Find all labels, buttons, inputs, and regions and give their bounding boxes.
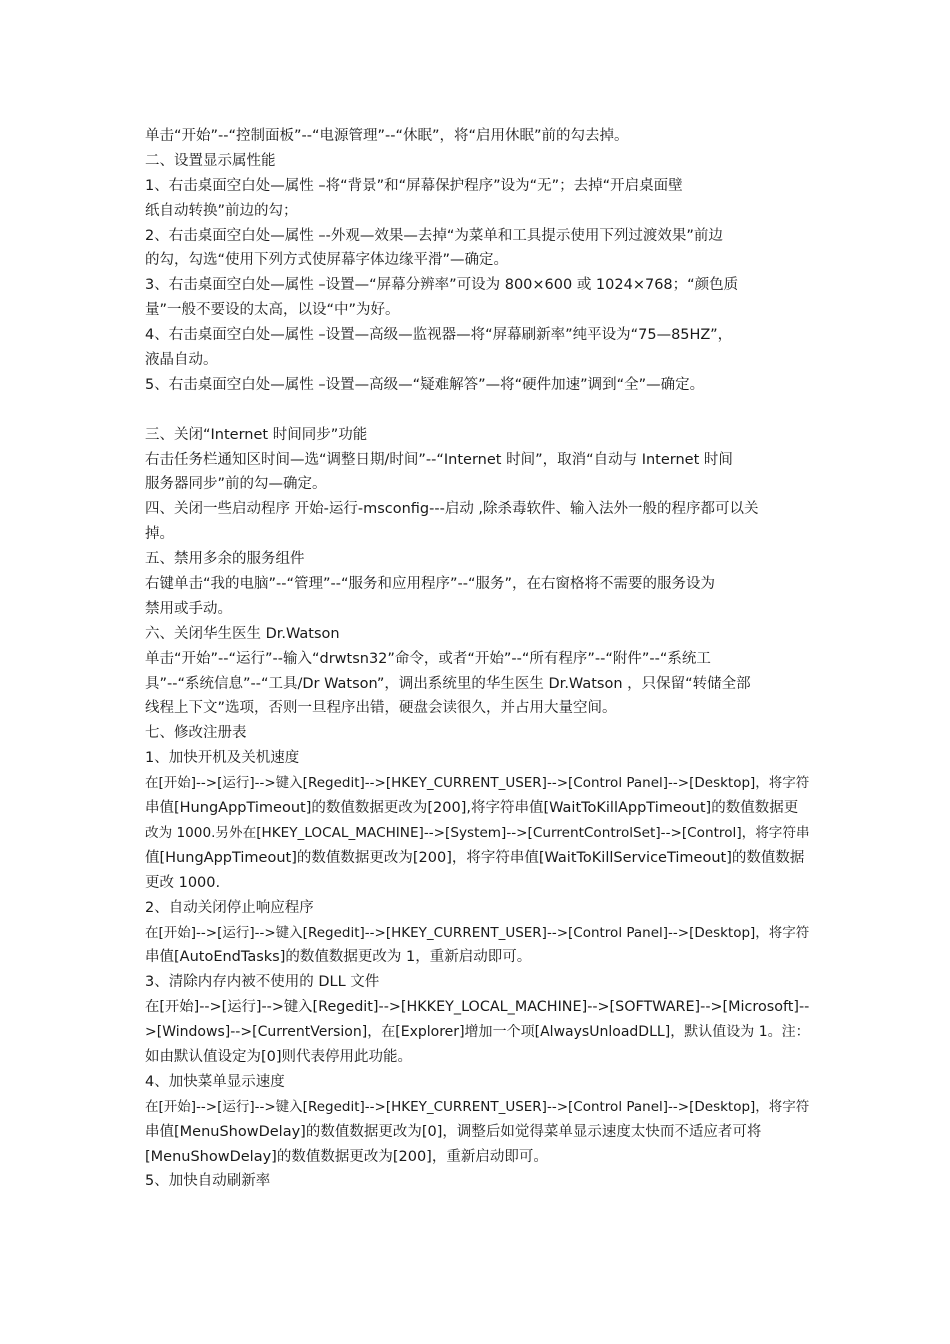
- text-line: 服务器同步”前的勾—确定。: [145, 476, 327, 493]
- text-line: 禁用或手动。: [145, 600, 232, 617]
- text-line: 在[开始]-->[运行]-->键入[Regedit]-->[HKEY_CURRENT_USER]-->[Control Panel]-->[Desktop]，将字符: [145, 1098, 810, 1115]
- text-line: 3、清除内存内被不使用的 DLL 文件: [145, 974, 380, 991]
- text-line: 在[开始]-->[运行]-->键入[Regedit]-->[HKEY_CURRENT_USER]-->[Control Panel]-->[Desktop]，将字符: [145, 924, 810, 941]
- text-line: 4、右击桌面空白处—属性 –设置—高级—监视器—将“屏幕刷新率”纯平设为“75—85HZ”，: [145, 327, 733, 344]
- text-line: 具”--“系统信息”--“工具/Dr Watson”，调出系统里的华生医生 Dr.Watson ，只保留“转储全部: [145, 675, 751, 692]
- text-line: 五、禁用多余的服务组件: [145, 551, 305, 568]
- text-line: 如由默认值设定为[0]则代表停用此功能。: [145, 1048, 413, 1065]
- text-line: 2、自动关闭停止响应程序: [145, 899, 314, 916]
- text-line: 在[开始]-->[运行]-->键入[Regedit]-->[HKKEY_LOCAL_MACHINE]-->[SOFTWARE]-->[Microsoft]--: [145, 999, 810, 1016]
- text-line: 右击任务栏通知区时间—选“调整日期/时间”--“Internet 时间”，取消“自动与 Internet 时间: [145, 451, 733, 468]
- text-line: 串值[AutoEndTasks]的数值数据更改为 1，重新启动即可。: [145, 949, 532, 966]
- text-line: 单击“开始”--“运行”--输入“drwtsn32”命令，或者“开始”--“所有程序”--“附件”--“系统工: [145, 650, 711, 667]
- blank-line: [145, 398, 810, 423]
- text-line: 的勾，勾选“使用下列方式使屏幕字体边缘平滑”—确定。: [145, 252, 509, 269]
- text-line: 更改 1000.: [145, 874, 221, 891]
- text-line: 纸自动转换”前边的勾；: [145, 202, 298, 219]
- text-line: 四、关闭一些启动程序 开始-运行-msconfig---启动 ,除杀毒软件、输入法外一般的程序都可以关: [145, 501, 759, 518]
- text-line: [MenuShowDelay]的数值数据更改为[200]，重新启动即可。: [145, 1148, 548, 1165]
- text-line: 5、右击桌面空白处—属性 –设置—高级—“疑难解答”—将“硬件加速”调到“全”—确定。: [145, 376, 705, 393]
- text-line: 六、关闭华生医生 Dr.Watson: [145, 625, 340, 642]
- text-line: 串值[HungAppTimeout]的数值数据更改为[200],将字符串值[WaitToKillAppTimeout]的数值数据更: [145, 800, 799, 817]
- text-line: 右键单击“我的电脑”--“管理”--“服务和应用程序”--“服务”，在右窗格将不需要的服务设为: [145, 576, 715, 593]
- text-line: 单击“开始”--“控制面板”--“电源管理”--“休眠”，将“启用休眠”前的勾去掉。: [145, 128, 629, 144]
- text-line: 改为 1000.另外在[HKEY_LOCAL_MACHINE]-->[System]-->[CurrentControlSet]-->[Control]，将字符串: [145, 824, 810, 841]
- document-body: [145, 124, 810, 1194]
- text-line: 三、关闭“Internet 时间同步”功能: [145, 426, 368, 443]
- text-line: 掉。: [145, 526, 174, 543]
- text-line: >[Windows]-->[CurrentVersion]，在[Explorer]增加一个项[AlwaysUnloadDLL]，默认值设为 1。注：: [145, 1024, 810, 1041]
- text-line: 5、加快自动刷新率: [145, 1173, 271, 1190]
- text-line: 4、加快菜单显示速度: [145, 1073, 285, 1090]
- text-line: 线程上下文”选项，否则一旦程序出错，硬盘会读很久，并占用大量空间。: [145, 700, 617, 717]
- text-line: 二、设置显示属性能: [145, 152, 276, 169]
- text-line: 1、加快开机及关机速度: [145, 750, 300, 767]
- text-line: 在[开始]-->[运行]-->键入[Regedit]-->[HKEY_CURRENT_USER]-->[Control Panel]-->[Desktop]，将字符: [145, 775, 810, 792]
- text-line: 七、修改注册表: [145, 725, 247, 742]
- text-line: 量”一般不要设的太高，以设“中”为好。: [145, 302, 400, 319]
- text-line: 值[HungAppTimeout]的数值数据更改为[200]，将字符串值[WaitToKillServiceTimeout]的数值数据: [145, 849, 805, 866]
- text-line: 2、右击桌面空白处—属性 –-外观—效果—去掉“为菜单和工具提示使用下列过渡效果”前边: [145, 227, 723, 244]
- text-line: 1、右击桌面空白处—属性 –将“背景”和“屏幕保护程序”设为“无”；去掉“开启桌面壁: [145, 177, 683, 194]
- text-line: 3、右击桌面空白处—属性 –设置—“屏幕分辨率”可设为 800×600 或 1024×768；“颜色质: [145, 277, 739, 294]
- text-line: 液晶自动。: [145, 352, 218, 369]
- text-line: 串值[MenuShowDelay]的数值数据更改为[0]，调整后如觉得菜单显示速度太快而不适应者可将: [145, 1123, 762, 1140]
